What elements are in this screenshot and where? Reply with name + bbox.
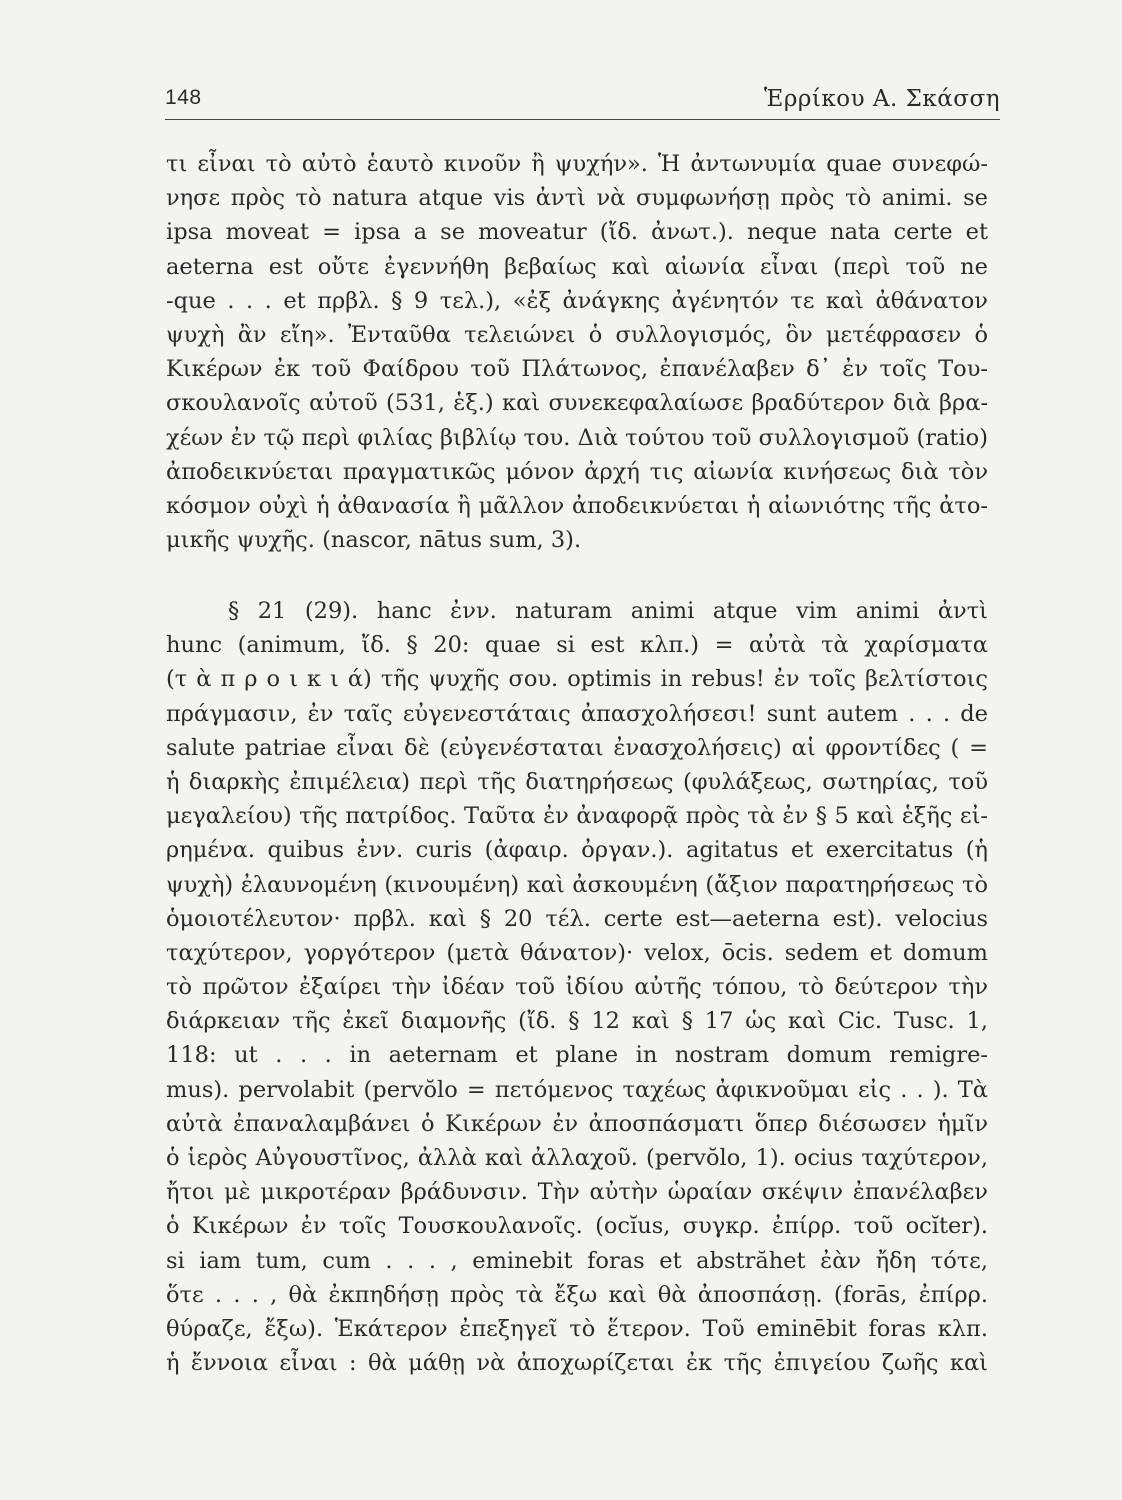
text-line: 118: ut . . . in aeternam et plane in nostram domum remigre- xyxy=(166,1042,988,1069)
text-line: τι εἶναι τὸ αὐτὸ ἑαυτὸ κινοῦν ἢ ψυχήν». Ἡ ἀντωνυμία quae συνεφώ- xyxy=(166,151,988,177)
text-line: πράγμασιν, ἐν ταῖς εὐγενεστάταις ἀπασχολήσεσι! sunt autem . . . de xyxy=(166,700,988,727)
text-line: ipsa moveat = ipsa a se moveatur (ἴδ. ἀνωτ.). neque nata certe et xyxy=(166,219,988,246)
text-line: hunc (animum, ἴδ. § 20: quae si est κλπ.) = αὐτὰ τὰ χαρίσματα xyxy=(166,632,988,659)
text-line: τὸ πρῶτον ἐξαίρει τὴν ἰδέαν τοῦ ἰδίου αὐτῆς τόπου, τὸ δεύτερον τὴν xyxy=(166,974,988,1001)
text-line: μεγαλείου) τῆς πατρίδος. Ταῦτα ἐν ἀναφορᾷ πρὸς τὰ ἐν § 5 καὶ ἑξῆς εἰ- xyxy=(166,803,988,830)
text-line: -que . . . et πρβλ. § 9 τελ.), «ἐξ ἀνάγκης ἀγένητόν τε καὶ ἀθάνατον xyxy=(166,287,988,314)
text-line: χέων ἐν τῷ περὶ φιλίας βιβλίῳ του. Διὰ τούτου τοῦ συλλογισμοῦ (ratio) xyxy=(166,424,988,451)
text-line: ὁμοιοτέλευτον· πρβλ. καὶ § 20 τέλ. certe est—aeterna est). velocius xyxy=(166,905,988,932)
text-line: νησε πρὸς τὸ natura atque vis ἀντὶ νὰ συμφωνήσῃ πρὸς τὸ animi. se xyxy=(166,185,988,212)
page-number: 148 xyxy=(165,86,202,109)
text-line: § 21 (29). hanc ἐνν. naturam animi atque vim animi ἀντὶ xyxy=(228,598,988,624)
text-line: mus). pervolabit (pervŏlo = πετόμενος ταχέως ἀφικνοῦμαι εἰς . . ). Τὰ xyxy=(166,1076,988,1103)
text-line: αὐτὰ ἐπαναλαμβάνει ὁ Κικέρων ἐν ἀποσπάσματι ὅπερ διέσωσεν ἡμῖν xyxy=(166,1110,988,1137)
text-line: ἤτοι μὲ μικροτέραν βράδυνσιν. Τὴν αὐτὴν ὡραίαν σκέψιν ἐπανέλαβεν xyxy=(166,1179,988,1206)
text-line: ψυχὴ) ἐλαυνομένη (κινουμένη) καὶ ἀσκουμένη (ἄξιον παρατηρήσεως τὸ xyxy=(166,871,988,898)
text-line: ἡ ἔννοια εἶναι : θὰ μάθῃ νὰ ἀποχωρίζεται ἐκ τῆς ἐπιγείου ζωῆς καὶ xyxy=(166,1350,988,1377)
text-line: ρημένα. quibus ἐνν. curis (ἀφαιρ. ὀργαν.). agitatus et exercitatus (ἡ xyxy=(166,837,988,864)
paragraph-2 xyxy=(166,594,988,1380)
running-head xyxy=(165,86,1000,116)
text-line: ὁ Κικέρων ἐν τοῖς Τουσκουλανοῖς. (ocĭus, συγκρ. ἐπίρρ. τοῦ ocĭter). xyxy=(166,1213,988,1240)
text-line: θύραζε, ἔξω). Ἑκάτερον ἐπεξηγεῖ τὸ ἕτερον. Τοῦ eminēbit foras κλπ. xyxy=(166,1315,988,1342)
text-line: κόσμον οὐχὶ ἡ ἀθανασία ἢ μᾶλλον ἀποδεικνύεται ἡ αἰωνιότης τῆς ἀτο- xyxy=(166,492,988,519)
text-line: si iam tum, cum . . . , eminebit foras et abstrăhet ἐὰν ἤδη τότε, xyxy=(166,1247,988,1274)
text-line: salute patriae εἶναι δὲ (εὐγενέσταται ἐνασχολήσεις) αἱ φροντίδες ( = xyxy=(166,734,988,761)
text-line: ψυχὴ ἂν εἴη». Ἐνταῦθα τελειώνει ὁ συλλογισμός, ὃν μετέφρασεν ὁ xyxy=(166,321,988,348)
running-head-author: Ἑρρίκου Α. Σκάσση xyxy=(763,86,1000,112)
text-line: ὁ ἱερὸς Αὐγουστῖνος, ἀλλὰ καὶ ἀλλαχοῦ. (pervŏlo, 1). ocius ταχύτερον, xyxy=(166,1145,988,1171)
text-line: σκουλανοῖς αὐτοῦ (531, ἑξ.) καὶ συνεκεφαλαίωσε βραδύτερον διὰ βρα- xyxy=(166,390,988,417)
text-line: διάρκειαν τῆς ἐκεῖ διαμονῆς (ἴδ. § 12 καὶ § 17 ὡς καὶ Cic. Tusc. 1, xyxy=(166,1008,988,1035)
text-line: ταχύτερον, γοργότερον (μετὰ θάνατον)· velox, ōcis. sedem et domum xyxy=(166,939,988,966)
text-line: Κικέρων ἐκ τοῦ Φαίδρου τοῦ Πλάτωνος, ἐπανέλαβεν δ᾽ ἐν τοῖς Του- xyxy=(166,356,988,383)
paragraph-1 xyxy=(166,147,988,557)
text-line: ἀποδεικνύεται πραγματικῶς μόνον ἀρχή τις αἰωνία κινήσεως διὰ τὸν xyxy=(166,458,988,485)
text-line: aeterna est οὔτε ἐγεννήθη βεβαίως καὶ αἰωνία εἶναι (περὶ τοῦ ne xyxy=(166,253,988,280)
header-rule xyxy=(165,119,1000,120)
text-line: ὅτε . . . , θὰ ἐκπηδήσῃ πρὸς τὰ ἔξω καὶ θὰ ἀποσπάσῃ. (forās, ἐπίρρ. xyxy=(166,1281,988,1308)
text-line: ἡ διαρκὴς ἐπιμέλεια) περὶ τῆς διατηρήσεως (φυλάξεως, σωτηρίας, τοῦ xyxy=(166,768,988,795)
text-line: (τ ὰ π ρ ο ι κ ι ά) τῆς ψυχῆς σου. optimis in rebus! ἐν τοῖς βελτίστοις xyxy=(166,666,988,693)
text-line: μικῆς ψυχῆς. (nascor, nātus sum, 3). xyxy=(166,527,582,554)
